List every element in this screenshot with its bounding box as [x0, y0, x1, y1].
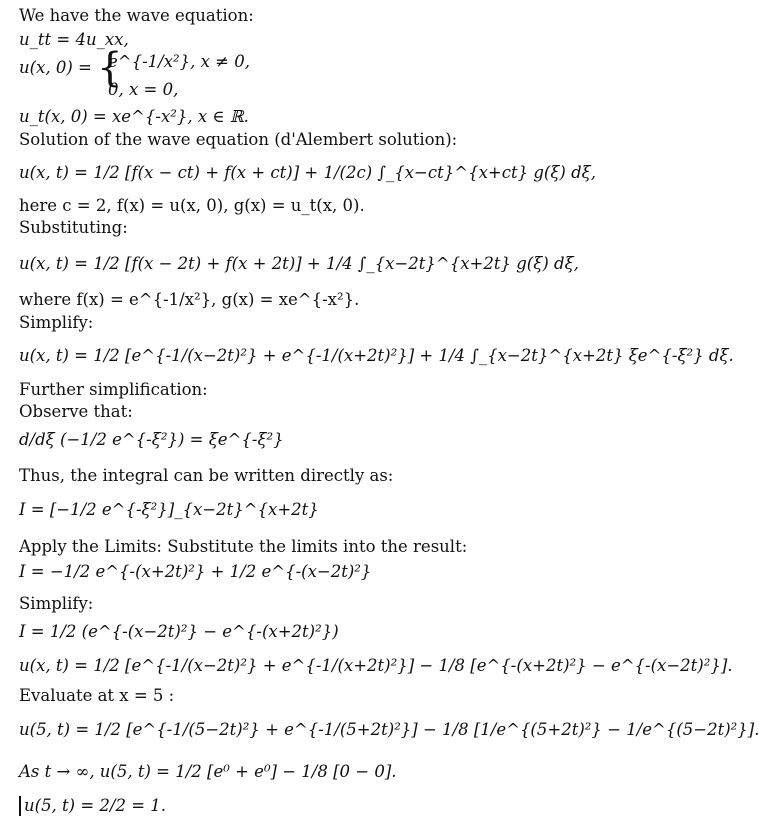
line-derivative-identity: d/dξ (−1/2 e^{-ξ²}) = ξe^{-ξ²}	[19, 430, 284, 449]
line-apply-limits: Apply the Limits: Substitute the limits into the result:	[19, 537, 468, 556]
piecewise-case-1: e^{-1/x²}, x ≠ 0,	[108, 52, 250, 71]
line-simplified-formula: u(x, t) = 1/2 [e^{-1/(x−2t)²} + e^{-1/(x+2t)²}] + 1/4 ∫_{x−2t}^{x+2t} ξe^{-ξ²} dξ.	[19, 346, 734, 365]
line-simplify-2: Simplify:	[19, 594, 94, 613]
line-substituted-formula: u(x, t) = 1/2 [f(x − 2t) + f(x + 2t)] + 1/4 ∫_{x−2t}^{x+2t} g(ξ) dξ,	[19, 254, 579, 273]
line-observe: Observe that:	[19, 402, 133, 421]
line-where-f-g: where f(x) = e^{-1/x²}, g(x) = xe^{-x²}.	[19, 290, 360, 309]
line-dalembert-formula: u(x, t) = 1/2 [f(x − ct) + f(x + ct)] + 1/(2c) ∫_{x−ct}^{x+ct} g(ξ) dξ,	[19, 163, 596, 182]
line-u-at-5: u(5, t) = 1/2 [e^{-1/(5−2t)²} + e^{-1/(5+2t)²}] − 1/8 [1/e^{(5+2t)²} − 1/e^{(5−2t)²}].	[19, 720, 759, 739]
line-further-simplification: Further simplification:	[19, 380, 208, 399]
line-substituting: Substituting:	[19, 218, 128, 237]
line-u-final-form: u(x, t) = 1/2 [e^{-1/(x−2t)²} + e^{-1/(x+2t)²}] − 1/8 [e^{-(x+2t)²} − e^{-(x−2t)²}].	[19, 656, 733, 675]
line-I-limits: I = −1/2 e^{-(x+2t)²} + 1/2 e^{-(x−2t)²}	[19, 562, 372, 581]
line-parameters: here c = 2, f(x) = u(x, 0), g(x) = u_t(x, 0).	[19, 196, 365, 215]
line-intro: We have the wave equation:	[19, 6, 254, 25]
line-integral-I: I = [−1/2 e^{-ξ²}]_{x−2t}^{x+2t}	[19, 500, 319, 519]
piecewise-case-2: 0, x = 0,	[108, 80, 179, 99]
line-initial-ut: u_t(x, 0) = xe^{-x²}, x ∈ ℝ.	[19, 107, 249, 126]
line-pde: u_tt = 4u_xx,	[19, 30, 129, 49]
line-evaluate-heading: Evaluate at x = 5 :	[19, 686, 175, 705]
line-initial-u: u(x, 0) = {	[19, 45, 123, 91]
line-limit-infinity: As t → ∞, u(5, t) = 1/2 [e⁰ + e⁰] − 1/8 [0 − 0].	[19, 762, 397, 781]
line-dalembert-heading: Solution of the wave equation (d'Alembert solution):	[19, 130, 458, 149]
line-I-simplified: I = 1/2 (e^{-(x−2t)²} − e^{-(x+2t)²})	[19, 622, 339, 641]
line-simplify-1: Simplify:	[19, 313, 94, 332]
line-final-answer: u(5, t) = 2/2 = 1.	[24, 796, 167, 815]
text-cursor	[19, 796, 21, 816]
line-integral-directly: Thus, the integral can be written directly as:	[19, 466, 394, 485]
